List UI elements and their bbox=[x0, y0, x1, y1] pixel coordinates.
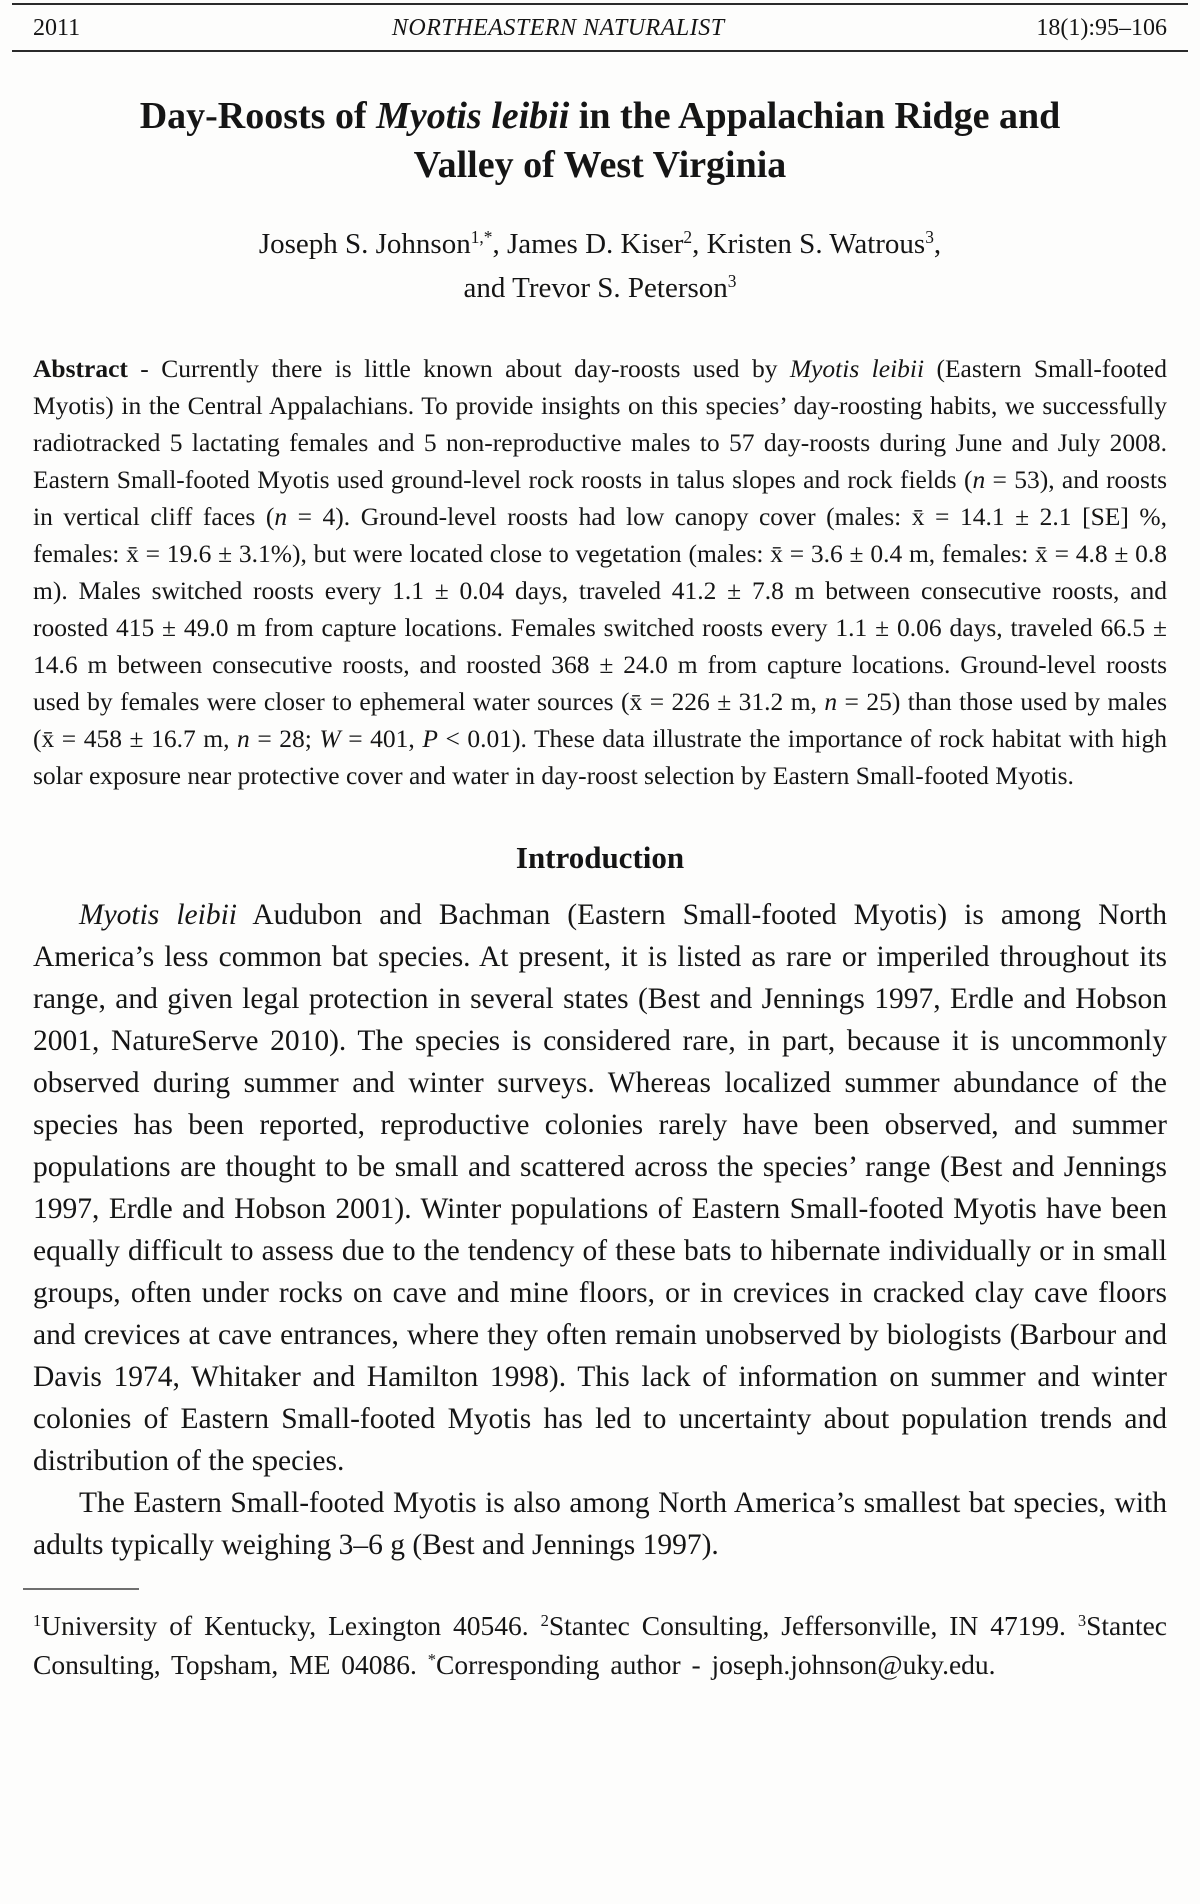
running-header-year: 2011 bbox=[33, 15, 81, 41]
text-segment: Myotis leibii bbox=[789, 354, 925, 383]
superscript: 2 bbox=[540, 1610, 549, 1630]
running-header bbox=[33, 13, 1167, 43]
text-segment: Stantec Consulting, Jeffersonville, IN 47199. bbox=[548, 1610, 1078, 1641]
article-title bbox=[33, 92, 1167, 190]
running-header-citation: 18(1):95–106 bbox=[1036, 15, 1167, 41]
text-segment: Corresponding author - joseph.johnson@uky.edu. bbox=[436, 1649, 996, 1680]
text-segment: and Trevor S. Peterson bbox=[463, 272, 728, 304]
text-segment: - Currently there is little known about day-roosts used by bbox=[127, 354, 790, 383]
text-segment: in the Appalachian Ridge and bbox=[569, 95, 1061, 137]
text-segment: = 25) than those used by males (x̄ = 458 ± 16.7 m, bbox=[33, 687, 1167, 753]
section-heading-introduction: Introduction bbox=[515, 840, 685, 875]
text-segment: , bbox=[933, 228, 942, 260]
text-segment: n bbox=[972, 465, 986, 494]
text-segment: Audubon and Bachman (Eastern Small-footed Myotis) is among North America’s less common bat species. At present, it is listed as rare or imperiled throughout its range, and given legal protection in several states (Best and Jennings 1997, Erdle and Hobson 2001, NatureServe 2010). The species is considered rare, in part, because it is uncommonly observed during summer and winter surveys. Whereas localized summer abundance of the species has been reported, reproductive colonies rarely have been observed, and summer populations are thought to be small and scattered across the species’ range (Best and Jennings 1997, Erdle and Hobson 2001). Winter populations of Eastern Small-footed Myotis have been equally difficult to assess due to the tendency of these bats to hibernate individually or in small groups, often under rocks on cave and mine floors, or in crevices in cracked clay cave floors and crevices at cave entrances, where they often remain unobserved by biologists (Barbour and Davis 1974, Whitaker and Hamilton 1998). This lack of information on summer and winter colonies of Eastern Small-footed Myotis has led to uncertainty about population trends and distribution of the species. bbox=[33, 899, 1168, 1477]
text-segment: = 28; bbox=[249, 724, 320, 753]
text-segment: P bbox=[422, 724, 438, 753]
text-segment: University of Kentucky, Lexington 40546. bbox=[41, 1610, 541, 1641]
text-segment: Abstract bbox=[33, 354, 128, 383]
superscript: * bbox=[427, 1649, 437, 1669]
text-segment: Myotis leibii bbox=[79, 899, 237, 931]
abstract-paragraph bbox=[33, 350, 1167, 794]
text-segment: < 0.01). These data illustrate the importance of rock habitat with high solar exposure near protective cover and water in day-roost selection by Eastern Small-footed Myotis. bbox=[33, 724, 1167, 790]
superscript: 3 bbox=[727, 271, 737, 292]
text-segment: , James D. Kiser bbox=[492, 228, 684, 260]
superscript: 2 bbox=[683, 227, 693, 248]
text-segment: n bbox=[237, 724, 250, 753]
text-segment: = 4). Ground-level roosts had low canopy cover (males: x̄ = 14.1 ± 2.1 [SE] %, females: x̄ = 19.6 ± 3.1%), but were located close to vegetation (males: x̄ = 3.6 ± 0.4 m, females: x̄ = 4.8 ± 0.8 m). Males switched roosts every 1.1 ± 0.04 days, traveled 41.2 ± 7.8 m between consecutive roosts, and roosted 415 ± 49.0 m from capture locations. Females switched roosts every 1.1 ± 0.06 days, traveled 66.5 ± 14.6 m between consecutive roosts, and roosted 368 ± 24.0 m from capture locations. Ground-level roosts used by females were closer to ephemeral water sources (x̄ = 226 ± 31.2 m, bbox=[33, 502, 1167, 716]
text-segment: W bbox=[319, 724, 341, 753]
text-segment: Joseph S. Johnson bbox=[258, 228, 471, 260]
text-segment: Stantec Consulting, Topsham, ME 04086. bbox=[33, 1610, 1168, 1680]
header-rule bbox=[12, 50, 1188, 52]
footnote-rule bbox=[23, 1588, 139, 1590]
intro-paragraph-1 bbox=[33, 894, 1167, 1482]
superscript: 3 bbox=[925, 227, 934, 248]
article-authors bbox=[33, 222, 1167, 310]
top-rule bbox=[12, 3, 1188, 5]
superscript: 3 bbox=[1077, 1610, 1087, 1630]
text-segment: , Kristen S. Watrous bbox=[692, 228, 926, 260]
text-segment: n bbox=[274, 502, 288, 531]
text-segment: n bbox=[824, 687, 838, 716]
running-header-journal-name: NORTHEASTERN NATURALIST bbox=[391, 15, 725, 41]
intro-paragraph-2 bbox=[33, 1482, 1167, 1566]
text-segment: Valley of West Virginia bbox=[413, 144, 787, 186]
text-segment: = 53), and roosts in vertical cliff faces ( bbox=[33, 465, 1167, 531]
superscript: 1 bbox=[33, 1610, 42, 1630]
text-segment: The Eastern Small-footed Myotis is also among North America’s smallest bat species, with adults typically weighing 3–6 g (Best and Jennings 1997). bbox=[33, 1487, 1167, 1561]
superscript: 1,* bbox=[470, 227, 493, 248]
text-segment: = 401, bbox=[340, 724, 423, 753]
text-segment: Myotis leibii bbox=[376, 95, 570, 137]
text-segment: Day-Roosts of bbox=[139, 95, 377, 137]
footnote-text bbox=[33, 1606, 1167, 1684]
text-segment: (Eastern Small-footed Myotis) in the Central Appalachians. To provide insights on this species’ day-roosting habits, we successfully radiotracked 5 lactating females and 5 non-reproductive males to 57 day-roosts during June and July 2008. Eastern Small-footed Myotis used ground-level rock roosts in talus slopes and rock fields ( bbox=[33, 354, 1167, 494]
